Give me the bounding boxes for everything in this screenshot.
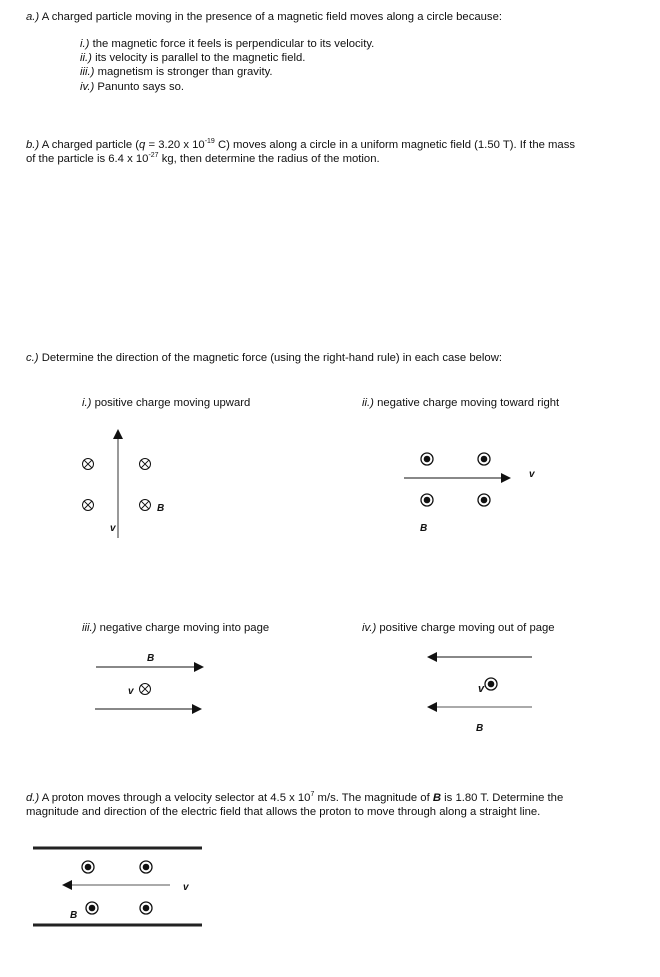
diagram-c-iii xyxy=(95,653,203,709)
field-out-of-page-icon xyxy=(421,453,433,465)
field-label: B xyxy=(157,503,165,514)
field-label: B xyxy=(147,653,155,664)
text: m/s. The magnitude of xyxy=(314,792,433,804)
field-out-of-page-icon xyxy=(421,494,433,506)
case-number: iii.) xyxy=(82,622,97,634)
case-number: iv.) xyxy=(362,622,377,634)
field-into-page-icon xyxy=(140,500,151,511)
text: A charged particle ( xyxy=(41,139,140,151)
question-c-text: Determine the direction of the magnetic force (using the right-hand rule) in each case below: xyxy=(41,352,502,364)
text: C) moves along a circle in a uniform magnetic field (1.50 T). If the mass xyxy=(214,139,576,151)
diagram-c-i xyxy=(83,430,165,538)
option-text: Panunto says so. xyxy=(97,81,185,93)
field-out-of-page-icon xyxy=(82,861,94,873)
field-label: B xyxy=(420,523,428,534)
velocity-into-page-icon xyxy=(140,684,151,695)
option-text: magnetism is stronger than gravity. xyxy=(97,66,273,78)
question-c-label: c.) xyxy=(26,352,39,364)
question-a-text: A charged particle moving in the presence of a magnetic field moves along a circle because: xyxy=(41,11,502,23)
velocity-label: v xyxy=(128,686,134,697)
option-text: its velocity is parallel to the magnetic field. xyxy=(95,52,306,64)
case-text: negative charge moving into page xyxy=(99,622,270,634)
case-text: positive charge moving out of page xyxy=(379,622,555,634)
field-into-page-icon xyxy=(140,459,151,470)
velocity-label: v xyxy=(110,523,116,534)
field-label: B xyxy=(70,910,78,921)
field-symbol: B xyxy=(432,792,442,804)
field-out-of-page-icon xyxy=(140,902,152,914)
text: = 3.20 x 10 xyxy=(145,139,205,151)
option-number: ii.) xyxy=(80,52,92,64)
velocity-label: v xyxy=(529,469,535,480)
question-a-label: a.) xyxy=(26,11,40,23)
option-number: iii.) xyxy=(80,66,95,78)
velocity-label: v xyxy=(478,683,485,695)
question-d-label: d.) xyxy=(26,792,40,804)
field-into-page-icon xyxy=(83,500,94,511)
exponent: -19 xyxy=(204,138,215,145)
option-text: the magnetic force it feels is perpendicular to its velocity. xyxy=(92,38,375,50)
field-out-of-page-icon xyxy=(86,902,98,914)
diagram-d xyxy=(33,848,202,925)
diagram-c-ii xyxy=(404,453,536,534)
exponent: -27 xyxy=(148,152,159,159)
exponent: 7 xyxy=(310,791,315,798)
case-text: positive charge moving upward xyxy=(94,397,251,409)
option-number: i.) xyxy=(80,38,90,50)
text: of the particle is 6.4 x 10 xyxy=(26,153,149,165)
option-number: iv.) xyxy=(80,81,95,93)
question-b-label: b.) xyxy=(26,139,40,151)
text: kg, then determine the radius of the motion. xyxy=(158,153,380,165)
field-out-of-page-icon xyxy=(478,453,490,465)
velocity-label: v xyxy=(183,882,189,893)
velocity-out-of-page-icon xyxy=(485,678,497,690)
charge-symbol: q xyxy=(139,139,146,151)
field-label: B xyxy=(476,723,484,734)
field-into-page-icon xyxy=(83,459,94,470)
text: A proton moves through a velocity selector at 4.5 x 10 xyxy=(41,792,311,804)
field-out-of-page-icon xyxy=(478,494,490,506)
case-number: ii.) xyxy=(362,397,374,409)
diagram-c-iv xyxy=(428,657,532,734)
field-out-of-page-icon xyxy=(140,861,152,873)
text: is 1.80 T. Determine the xyxy=(441,792,564,804)
case-number: i.) xyxy=(82,397,92,409)
case-text: negative charge moving toward right xyxy=(377,397,560,409)
question-d-line2: magnitude and direction of the electric field that allows the proton to move through along a straight line. xyxy=(26,806,541,818)
